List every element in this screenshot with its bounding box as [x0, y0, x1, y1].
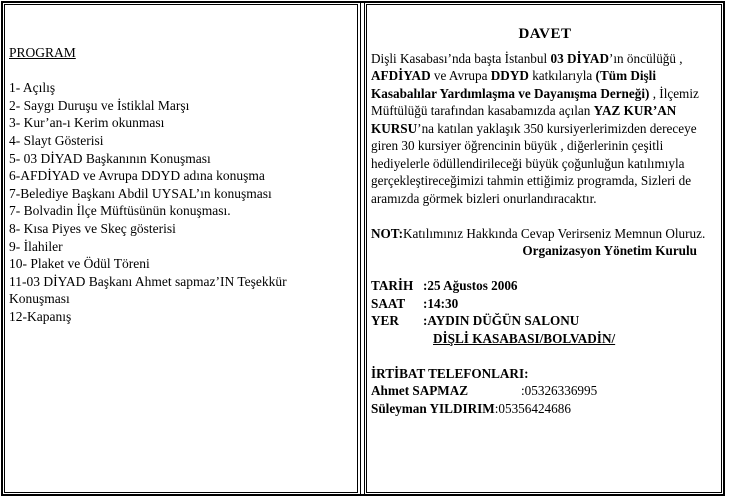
program-item: 7- Bolvadin İlçe Müftüsünün konuşması. [9, 203, 231, 219]
signature: Organizasyon Yönetim Kurulu [522, 243, 697, 258]
invitation-column [371, 26, 719, 417]
contact-row [371, 382, 719, 400]
invite-heading: DAVET [518, 26, 572, 42]
place-row [371, 312, 719, 330]
place-value: :AYDIN DÜĞÜN SALONU [423, 313, 580, 328]
invite-course: YAZ KUR’AN KURSU [371, 103, 677, 136]
invite-text: ’na katılan yaklaşık 350 kursiyerlerimizden dereceye giren 30 kursiyer öğrencinin büyük , diğerlerinin çeşitli hediyelerle ödüllendirileceği büyük çoğunluğun katılımıyla gerçekleştireceğimizi tahmin ettiğimiz programda, Sizleri de aramızda görmek bizleri onurlandıracaktır. [371, 120, 697, 206]
place-row-2 [371, 330, 719, 348]
place-value-2: DİŞLİ KASABASI/BOLVADİN/ [433, 330, 616, 346]
place-label: YER [371, 313, 399, 328]
program-title: PROGRAM [9, 45, 76, 60]
invite-org-afdiyad: AFDİYAD [371, 68, 431, 83]
contact-phone: :05326336995 [521, 383, 598, 398]
program-item: 2- Saygı Duruşu ve İstiklal Marşı [9, 97, 190, 113]
invite-text: , İlçemiz Müftülüğü tarafından kasabamızda açılan [371, 85, 699, 118]
program-item: 1- Açılış [9, 80, 56, 96]
invite-note [371, 225, 719, 243]
contact-name: Süleyman YILDIRIM [371, 400, 495, 416]
column-divider [360, 1, 365, 496]
note-label: NOT: [371, 225, 403, 241]
invite-paragraph [371, 50, 719, 208]
date-value: :25 Ağustos 2006 [423, 278, 518, 293]
time-value: :14:30 [423, 295, 459, 311]
program-item: 9- İlahiler [9, 238, 63, 254]
time-row [371, 295, 719, 313]
time-label: SAAT [371, 295, 406, 311]
program-item: 4- Slayt Gösterisi [9, 132, 104, 148]
program-column [9, 44, 354, 326]
contact-name: Ahmet SAPMAZ [371, 383, 469, 398]
program-item: 7-Belediye Başkanı Abdil UYSAL’ın konuşması [9, 185, 272, 201]
note-text: Katılımınız Hakkında Cevap Verirseniz Memnun Oluruz. [403, 225, 706, 241]
invite-text: Dişli Kasabası’nda başta İstanbul [371, 50, 548, 66]
invite-text: ve Avrupa [433, 68, 488, 83]
invite-association: (Tüm Dişli Kasabalılar Yardımlaşma ve Dayanışma Derneği) [371, 68, 656, 101]
program-item: 10- Plaket ve Ödül Töreni [9, 256, 150, 272]
date-row [371, 277, 719, 295]
contact-title: İRTİBAT TELEFONLARI: [371, 365, 529, 381]
program-item: 11-03 DİYAD Başkanı Ahmet sapmaz’IN Teşekkür [9, 273, 287, 289]
program-item: 5- 03 DİYAD Başkanının Konuşması [9, 150, 211, 166]
contact-row [371, 400, 719, 418]
program-item: 8- Kısa Piyes ve Skeç gösterisi [9, 220, 176, 236]
program-item: 12-Kapanış [9, 308, 72, 324]
contact-phone: :05356424686 [494, 400, 571, 416]
program-item: 6-AFDİYAD ve Avrupa DDYD adına konuşma [9, 168, 265, 184]
invite-org-03diyad: 03 DİYAD [550, 50, 609, 66]
program-item: 3- Kur’an-ı Kerim okunması [9, 115, 165, 131]
invite-org-ddyd: DDYD [490, 68, 529, 83]
invite-text: katkılarıyla [532, 68, 593, 83]
program-item: Konuşması [9, 291, 70, 307]
invite-text: ’ın öncülüğü , [608, 50, 683, 66]
date-label: TARİH [371, 278, 414, 293]
